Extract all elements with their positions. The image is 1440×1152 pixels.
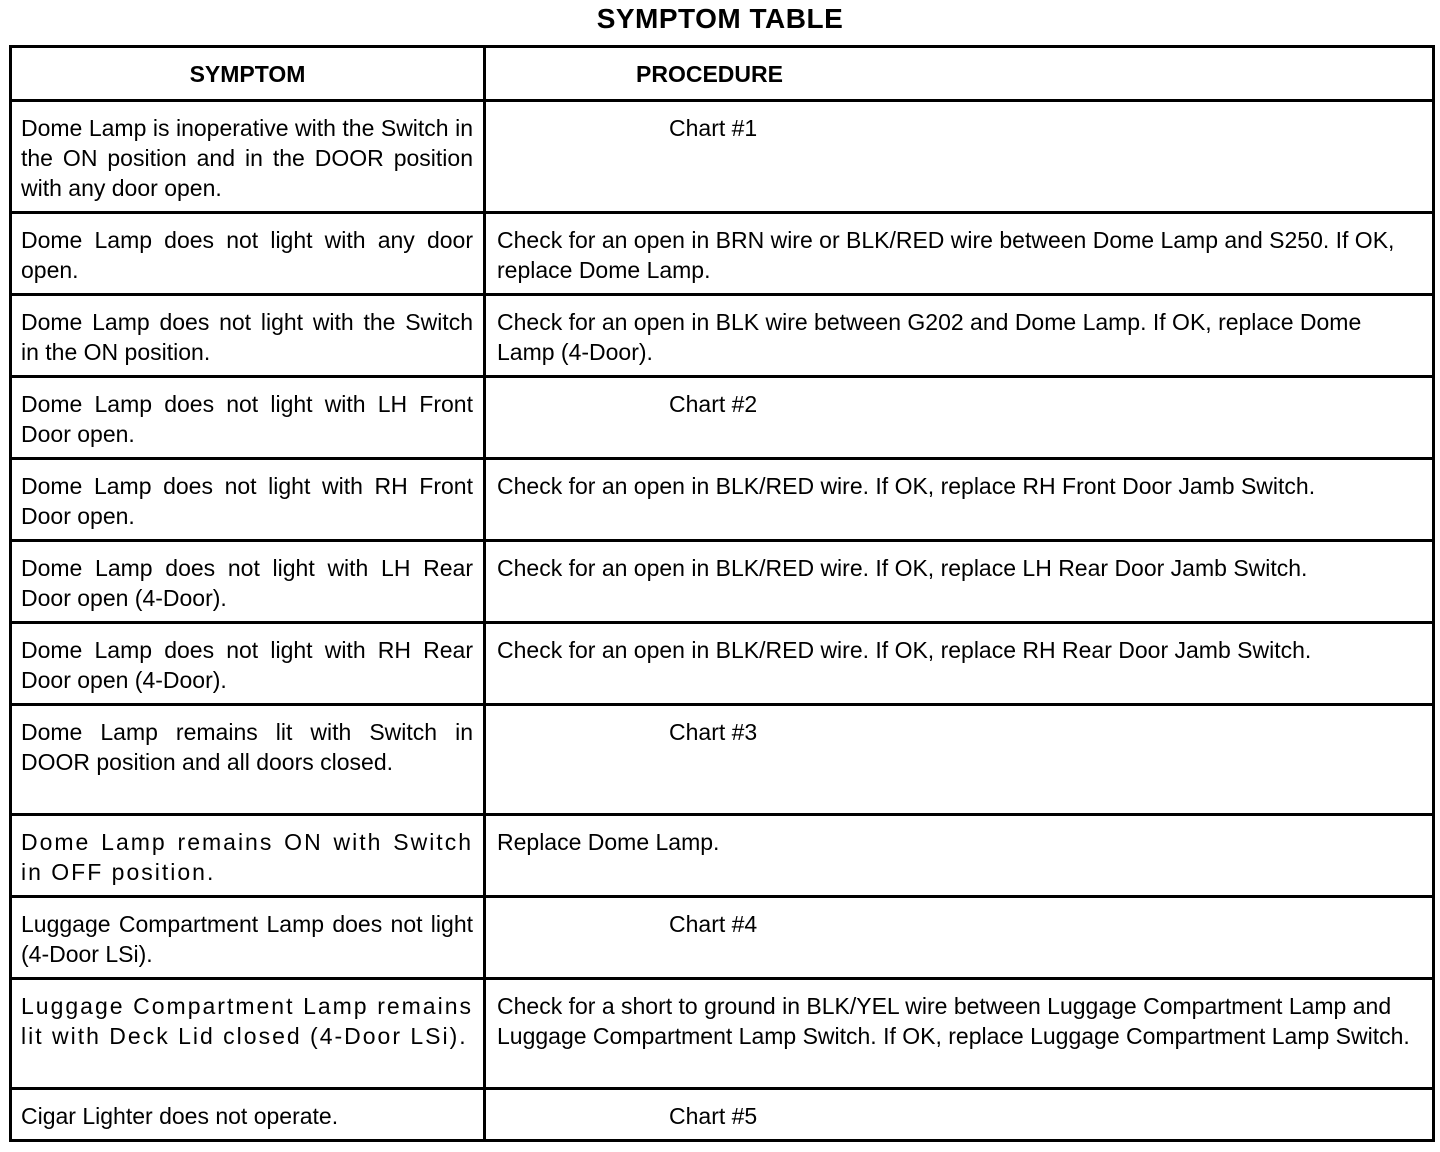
symptom-column-header: SYMPTOM bbox=[11, 47, 485, 101]
table-row bbox=[11, 295, 1434, 377]
table-row bbox=[11, 459, 1434, 541]
symptom-cell: Dome Lamp does not light with RH Front Door open. bbox=[11, 459, 485, 541]
table-row bbox=[11, 705, 1434, 815]
page-title: SYMPTOM TABLE bbox=[596, 3, 844, 34]
procedure-cell: Chart #4 bbox=[485, 897, 1434, 979]
procedure-cell: Check for a short to ground in BLK/YEL wire between Luggage Compartment Lamp and Luggage Compartment Lamp Switch. If OK, replace Luggage Compartment Lamp Switch. bbox=[485, 979, 1434, 1089]
procedure-column-header: PROCEDURE bbox=[485, 47, 1434, 101]
procedure-cell: Chart #5 bbox=[485, 1089, 1434, 1141]
table-row bbox=[11, 213, 1434, 295]
table-row bbox=[11, 815, 1434, 897]
table-row bbox=[11, 101, 1434, 213]
table-row bbox=[11, 979, 1434, 1089]
symptom-cell: Dome Lamp does not light with LH Front Door open. bbox=[11, 377, 485, 459]
table-row bbox=[11, 623, 1434, 705]
symptom-table bbox=[9, 45, 1435, 1142]
symptom-cell: Dome Lamp remains lit with Switch in DOOR position and all doors closed. bbox=[11, 705, 485, 815]
table-row bbox=[11, 897, 1434, 979]
procedure-cell: Chart #1 bbox=[485, 101, 1434, 213]
procedure-cell: Check for an open in BRN wire or BLK/RED wire between Dome Lamp and S250. If OK, replace Dome Lamp. bbox=[485, 213, 1434, 295]
procedure-cell: Chart #3 bbox=[485, 705, 1434, 815]
table-header-row bbox=[11, 47, 1434, 101]
procedure-cell: Chart #2 bbox=[485, 377, 1434, 459]
symptom-cell: Dome Lamp remains ON with Switch in OFF position. bbox=[11, 815, 485, 897]
table-row bbox=[11, 377, 1434, 459]
symptom-cell: Luggage Compartment Lamp does not light (4-Door LSi). bbox=[11, 897, 485, 979]
symptom-cell: Dome Lamp does not light with LH Rear Door open (4-Door). bbox=[11, 541, 485, 623]
procedure-cell: Check for an open in BLK/RED wire. If OK, replace LH Rear Door Jamb Switch. bbox=[485, 541, 1434, 623]
table-row bbox=[11, 1089, 1434, 1141]
symptom-cell: Dome Lamp does not light with the Switch in the ON position. bbox=[11, 295, 485, 377]
procedure-cell: Check for an open in BLK/RED wire. If OK, replace RH Rear Door Jamb Switch. bbox=[485, 623, 1434, 705]
procedure-cell: Check for an open in BLK wire between G202 and Dome Lamp. If OK, replace Dome Lamp (4-Door). bbox=[485, 295, 1434, 377]
symptom-cell: Dome Lamp does not light with any door open. bbox=[11, 213, 485, 295]
procedure-cell: Replace Dome Lamp. bbox=[485, 815, 1434, 897]
table-row bbox=[11, 541, 1434, 623]
symptom-cell: Dome Lamp does not light with RH Rear Door open (4-Door). bbox=[11, 623, 485, 705]
symptom-cell: Dome Lamp is inoperative with the Switch in the ON position and in the DOOR position with any door open. bbox=[11, 101, 485, 213]
procedure-cell: Check for an open in BLK/RED wire. If OK, replace RH Front Door Jamb Switch. bbox=[485, 459, 1434, 541]
symptom-cell: Luggage Compartment Lamp remains lit with Deck Lid closed (4-Door LSi). bbox=[11, 979, 485, 1089]
symptom-cell: Cigar Lighter does not operate. bbox=[11, 1089, 485, 1141]
